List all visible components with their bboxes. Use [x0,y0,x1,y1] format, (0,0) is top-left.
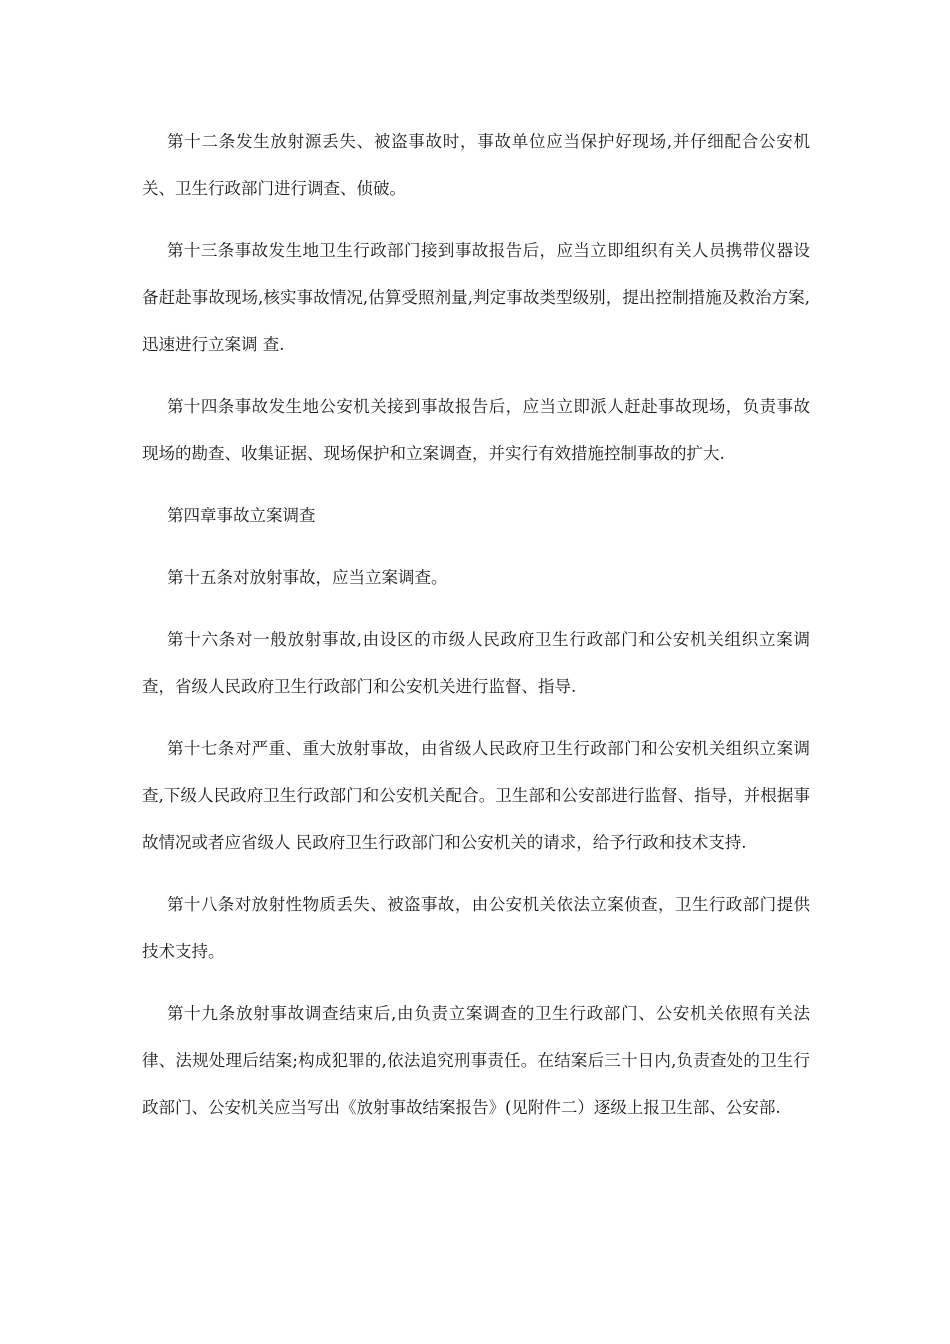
article-14: 第十四条事故发生地公安机关接到事故报告后，应当立即派人赶赴事故现场，负责事故现场的勘查、收集证据、现场保护和立案调查，并实行有效措施控制事故的扩大. [142,397,810,463]
article-13: 第十三条事故发生地卫生行政部门接到事故报告后，应当立即组织有关人员携带仪器设备赶赴事故现场,核实事故情况,估算受照剂量,判定事故类型级别，提出控制措施及救治方案,迅速进行立案调 查. [142,241,810,354]
article-19: 第十九条放射事故调查结束后,由负责立案调查的卫生行政部门、公安机关依照有关法律、法规处理后结案;构成犯罪的,依法追究刑事责任。在结案后三十日内,负责查处的卫生行政部门、公安机关应当写出《放射事故结案报告》(见附件二）逐级上报卫生部、公安部. [142,1004,810,1117]
article-15: 第十五条对放射事故，应当立案调查。 [167,568,448,587]
article-12: 第十二条发生放射源丢失、被盗事故时，事故单位应当保护好现场,并仔细配合公安机关、卫生行政部门进行调查、侦破。 [142,132,810,198]
document-page [142,118,810,1146]
article-18: 第十八条对放射性物质丢失、被盗事故，由公安机关依法立案侦查，卫生行政部门提供技术支持。 [142,895,810,961]
article-17: 第十七条对严重、重大放射事故，由省级人民政府卫生行政部门和公安机关组织立案调查,下级人民政府卫生行政部门和公安机关配合。卫生部和公安部进行监督、指导，并根据事故情况或者应省级人 民政府卫生行政部门和公安机关的请求，给予行政和技术支持. [142,739,810,852]
chapter-4-heading: 第四章事故立案调查 [167,506,316,525]
article-16: 第十六条对一般放射事故,由设区的市级人民政府卫生行政部门和公安机关组织立案调查，省级人民政府卫生行政部门和公安机关进行监督、指导. [142,630,810,696]
